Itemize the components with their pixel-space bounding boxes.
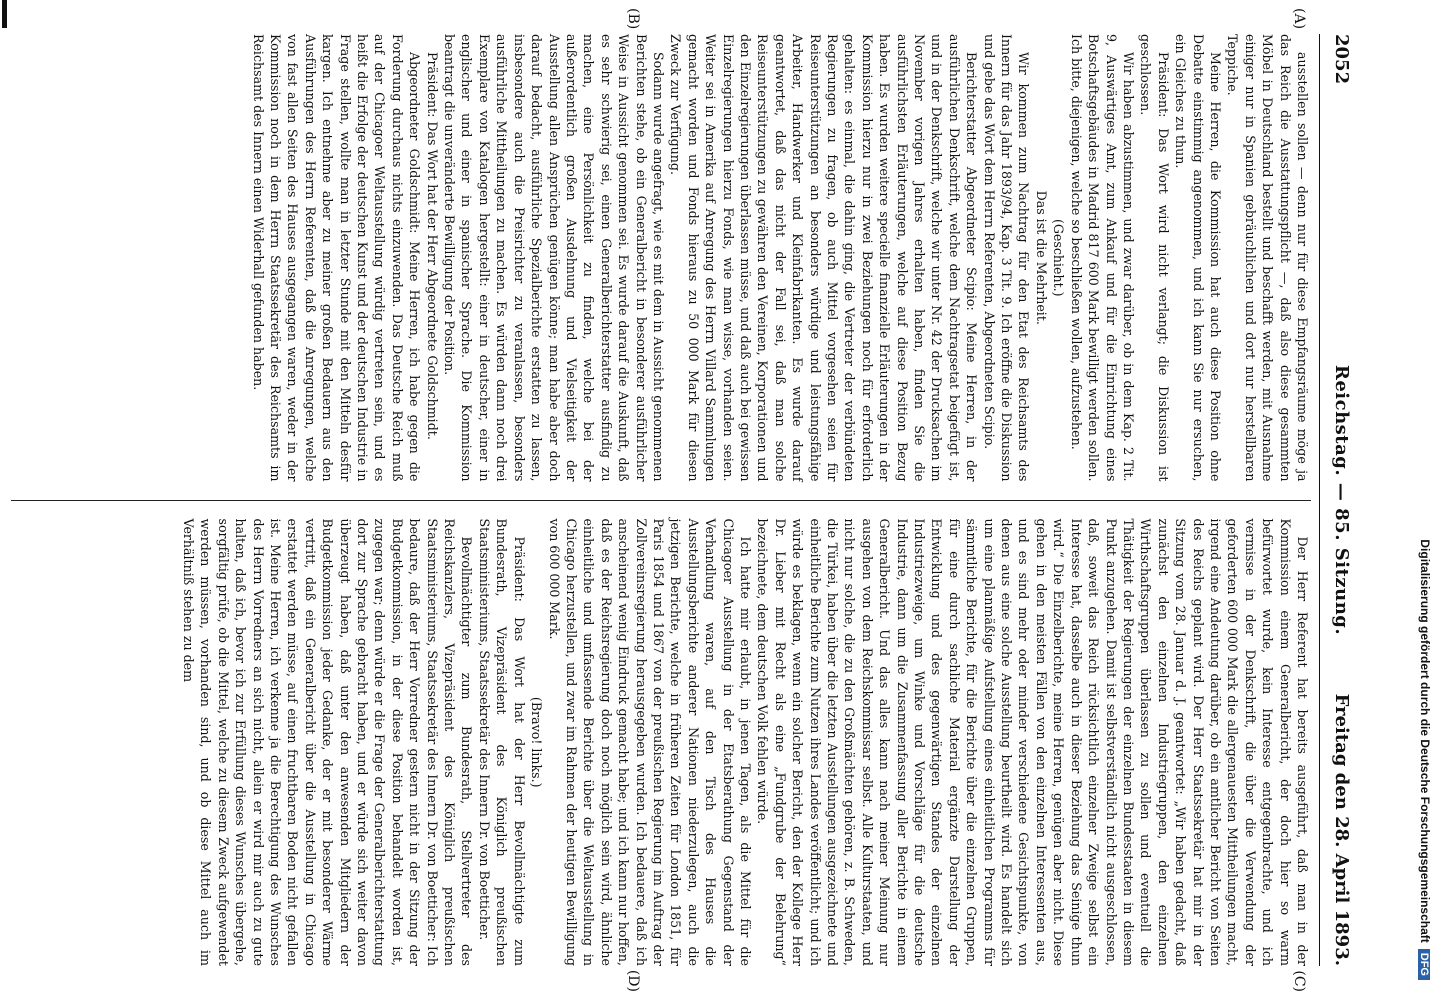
paragraph: Bevollmächtigter zum Bundesrath, Stellvertreter des Reichskanzlers, Vizepräsident des Königlich preußischen Staatsministeriums, Staatssekretär des Innern Dr. von Boetticher: Ich bedaure, daß der Herr Vorredner gestern nicht in der Sitzung der Budgetkommission, in der diese Position behandelt worden ist, zugegen war; denn würde er die Frage der Generalberichterstattung dort zur Sprache gebracht haben, und er würde sich weiter davon überzeugt haben, daß unter den anwesenden Mitgliedern der Budgetkommission jeder Gedanke, der er mit besonderer Wärme vertritt, daß ein Generalbericht über die Ausstellung in Chicago erstattet werden müsse, auf einen fruchtbaren Boden nicht gefallen ist. Meine Herren, ich verkenne ja die Berechtigung des Wunsches des Herrn Vorredners an sich nicht, allein er wird mir auch zu gute halten, daß ich, bevor ich zur Erfüllung dieses Wunsches übergehe, sorgfältig prüfe, ob die Mittel, welche zu diesem Zweck aufgewendet werden müssen, vorhanden sind, und ob diese Mittel auch im Verhältniß stehen zu dem	[181, 518, 475, 967]
paragraph: Präsident: Das Wort hat der Herr Bevollmächtigte zum Bundesrath, Vizepräsident des Königlich preußischen Staatsministeriums, Staatssekretär des Innern Dr. von Boetticher.	[476, 518, 527, 966]
paragraph: (Bravo! links.)	[529, 696, 545, 788]
paragraph: Ich hatte mir erlaubt, in jenen Tagen, als die Mittel für die Chicagoer Ausstellung in der Etatsberathung Gegenstand der Verhandlung waren, auf den Tisch des Hauses die Ausstellungsberichte anderer Nationen niederzulegen, auch die jetzigen Berichte, welche in früheren Zeiten für London 1851, für Paris 1854 und 1867 von der preußischen Regierung im Auftrag der Zollvereinsregierung herausgegeben wurden. Ich bedauere, daß ich anscheinend wenig Eindruck gemacht habe; und ich kann nur hoffen, daß es der Reichsregierung doch noch möglich sein wird, ähnliche einheitliche und umfassende Berichte über die Weltausstellung in Chicago herzustellen, und zwar im Rahmen der heutigen Bewilligung von 600 000 Mark.	[546, 518, 753, 966]
margin-marker-d: (D)	[625, 969, 641, 992]
paragraph: ausstellen sollen — denn nur für diese Empfangsräume möge ja das Reich die Ausstattungspflicht —, daß also diese gesammten Möbel in Deutschland bestellt und beschafft werden, mit Ausnahme einiger nur in Spanien gebräuchlichen und dort nur herstellbaren Teppiche.	[1225, 34, 1310, 482]
paragraph: Der Herr Referent hat bereits ausgeführt, daß man in der Kommission einem Generalbericht, der doch hier so warm befürwortet wurde, kein Interesse entgegenbrachte, und ich vermisse in der Denkschrift, die über die Verwendung der geforderten 600 000 Mark die allergenauesten Mittheilungen macht, irgend eine Andeutung darüber, ob ein amtlicher Bericht von Seiten des Reichs geplant wird. Der Herr Staatssekretär hat mir in der Sitzung vom 28. Januar d. J. geantwortet: „Wir haben gedacht, daß zunächst den einzelnen Industriegruppen, den einzelnen Wirthschaftsgruppen überlassen zu sollen und eventuell die Thätigkeit der Regierungen der einzelnen Bundesstaaten in diesem Punkt anzugehen. Damit ist selbstverständlich nicht ausgeschlossen, daß, soweit das Reich rücksichtlich einzelner Zweige selbst ein Interesse hat, dasselbe auch in dieser Beziehung das Seinige thun wird.“ Die Einzelberichte, meine Herren, genügen aber nicht. Diese gehen in den meisten Fällen von den einzelnen Interessenten aus, und es sind mehr oder minder verschiedene Gesichtspunkte, von denen aus eine solche Ausstellung beurtheilt wird. Es handelt sich um eine planmäßige Aufstellung eines einheitlichen Programms für sämmtliche Berichte, für die Berichte über die einzelnen Gruppen, für eine durch sachliche Material ergänzte Darstellung der Entwicklung und des gegenwärtigen Standes der einzelnen Industriezweige, um Winke und Vorschläge für die deutsche Industrie, dann um die Zusammenfassung aller Berichte in einem Generalbericht. Und das alles kann nach meiner Meinung nur ausgehen von dem Reichskommissar selbst. Alle Kulturstaaten, und nicht nur solche, die zu den Großmächten gehören, z. B. Schweden, die Türkei, haben über die letzten Ausstellungen ausgezeichnete und einheitliche Berichte zum Nutzen ihres Landes veröffentlicht; und ich würde es beklagen, wenn ein solcher Bericht, den der Kollege Herr Dr. Lieber mit Recht als eine „Fundgrube der Belehrung“ bezeichnete, dem deutschen Volk fehlen würde.	[755, 518, 1310, 966]
paragraph: Das ist die Mehrheit.	[1033, 190, 1049, 325]
paragraph: Präsident: Das Wort wird nicht verlangt; die Diskussion ist geschlossen.	[1138, 34, 1171, 482]
page-number: 2052	[1331, 34, 1352, 85]
paragraph: (Geschieht.)	[1051, 218, 1067, 297]
paragraph: Sodann wurde angefragt, wie es mit dem in Aussicht genommenen Berichten stehe, ob ein Generalbericht in besonderer ausführlicher Weise in Aussicht genommen sei. Es wurde darauf die Auskunft, daß es sehr schwierig sei, einen Generalberichterstatter ausfindig zu machen, eine Persönlichkeit zu finden, welche bei der außerordentlich großen Ausdehnung und Vielseitigkeit der Ausstellung allen Ansprüchen genügen könne; man habe aber doch darauf bedacht, ausführliche Spezialberichte erstatten zu lassen, insbesondere auch die Preisrichter zu veranlassen, besonders ausführliche Mittheilungen zu machen. Es würden dann noch drei Exemplare von Katalogen hergestellt: einer in deutscher, einer in englischer und einer in spanischer Sprache. Die Kommission beantragt die unveränderte Bewilligung der Position.	[442, 34, 666, 482]
paragraph: Meine Herren, die Kommission hat auch diese Position ohne Debatte einstimmig angenommen, und ich kann Sie nur ersuchen, ein Gleiches zu thun.	[1173, 34, 1223, 482]
paragraph: Präsident: Das Wort hat der Herr Abgeordnete Goldschmidt.	[424, 52, 440, 440]
paragraph: Wir kommen zum Nachtrag für den Etat des Reichsamts des Innern für das Jahr 1893/94, Kap. 3 Tit. 9. Ich eröffne die Diskussion und gebe das Wort dem Herrn Referenten, Abgeordneten Scipio.	[981, 34, 1032, 482]
page-header	[1319, 34, 1360, 966]
right-column	[11, 518, 1311, 992]
margin-marker-c: (C)	[1291, 970, 1307, 992]
paragraph: Abgeordneter Goldschmidt: Meine Herren, ich habe gegen die Forderung durchaus nichts einzuwenden. Das Deutsche Reich muß auf der Chicagoer Weltausstellung würdig vertreten sein, und es heißt die Erfolge der deutschen Kunst und der deutschen Industrie in Frage stellen, wollte man in letzter Stunde mit den Mitteln desfür kargen. Ich entnehme aber zu meiner großen Bedauern aus den Ausführungen des Herrn Referenten, daß die Anregungen, welche von fast allen Seiten des Hauses ausgegangen waren, weder in der Kommission noch in dem Herrn Staatssekretär des Reichsamts im Reichsamt des Innern einen Widerhall gefunden haben.	[250, 34, 423, 482]
page-title: Reichstag. — 85. Sitzung.	[1331, 364, 1352, 636]
paragraph: Berichterstatter Abgeordneter Scipio: Meine Herren, in der ausführlichen Denkschrift, welche dem Nachtragsetat beigefügt ist, und in der Denkschrift, welche wir unter Nr. 42 der Drucksachen im November vorigen Jahres erhalten haben, finden Sie die ausführlichsten Erläuterungen, welche auf diese Position Bezug haben. Es wurden weitere specielle finanzielle Erläuterungen in der Kommission hierzu nur in zwei Beziehungen noch für erforderlich gehalten: es einmal, die dahin ging, die Vertreter der verbündeten Regierungen zu fragen, ob auch Mittel vorgesehen seien für Reiseunterstützungen an besonders würdige und leistungsfähige Arbeiter, Handwerker und Kleinfabrikanten. Es wurde darauf geantwortet, daß das nicht der Fall sei, daß man solche Reiseunterstützungen zu gewähren den Vereinen, Korporationen und den Einzelregierungen überlassen müsse, und daß auch bei gewissen Einzelregierungen hierzu Fonds, wie man wisse, vorhanden seien. Weiter sei in Amerika auf Anregung des Herrn Villard Sammlungen gemacht worden und Fonds hieraus zu 50 000 Mark für diesen Zweck zur Verfügung.	[668, 34, 980, 482]
dfg-logo: DFG	[1418, 949, 1430, 980]
margin-marker-b: (B)	[625, 8, 641, 30]
paragraph: Wir haben abzustimmen, und zwar darüber, ob in dem Kap. 2 Tit. 9, Auswärtiges Amt, zum Ankauf und für die Einrichtung eines Botschaftsgebäudes in Madrid 817 600 Mark bewilligt werden sollen. Ich bitte, diejenigen, welche so beschließen wollen, aufzustehen.	[1068, 34, 1136, 482]
session-date: Freitag den 28. April 1893.	[1331, 693, 1352, 966]
margin-marker-a: (A)	[1291, 8, 1307, 30]
credit-text: Digitalisierung gefördert durch die Deutsche Forschungsgemeinschaft	[1418, 539, 1432, 943]
digitization-credit	[1412, 20, 1432, 980]
left-column	[11, 8, 1311, 501]
text-columns	[11, 8, 1311, 992]
